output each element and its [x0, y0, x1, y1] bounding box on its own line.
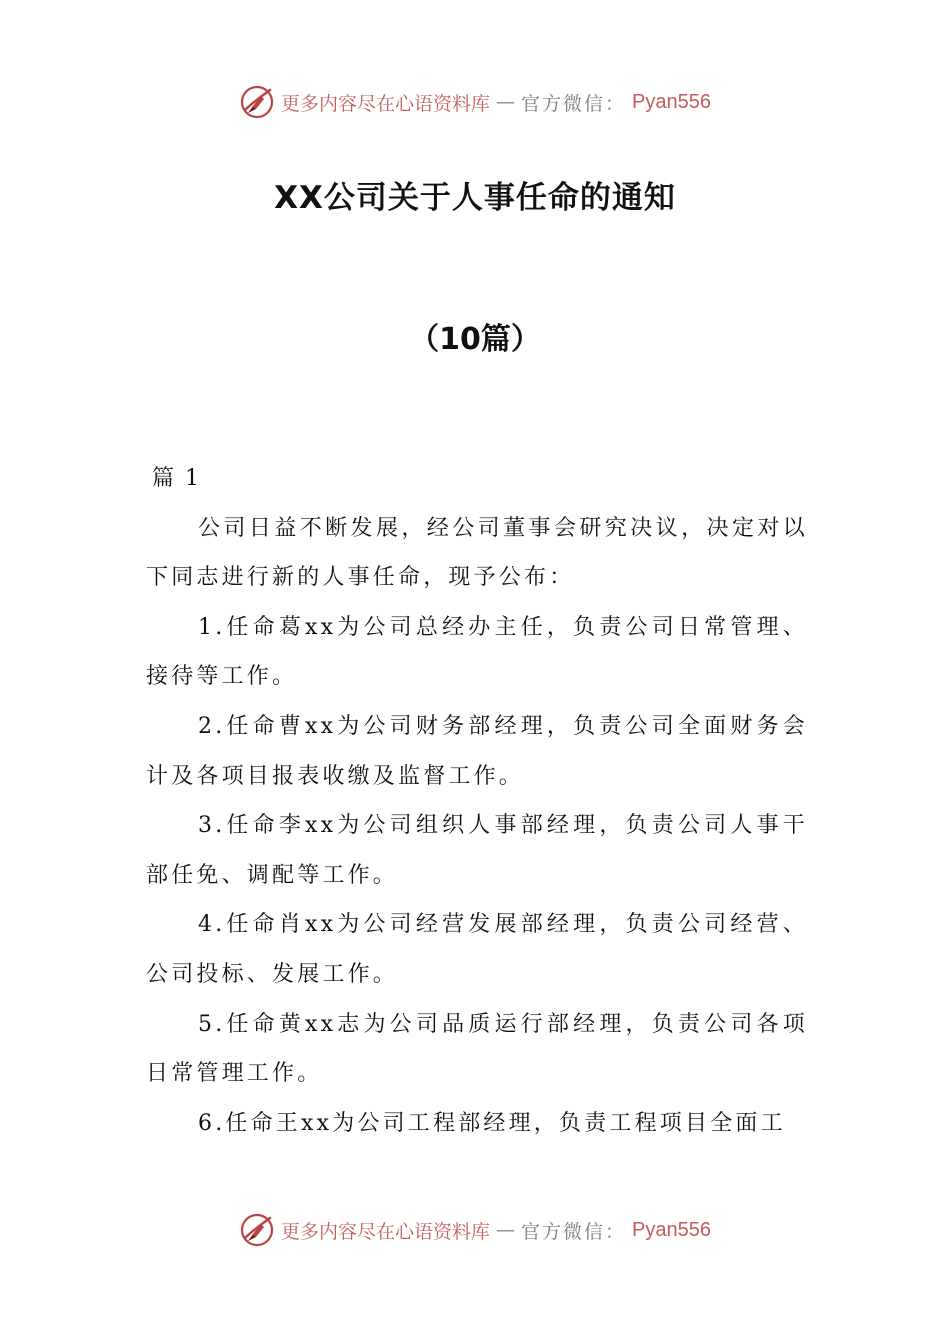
watermark-brand-text: 更多内容尽在心语资料库 — [281, 1220, 491, 1243]
paragraph-item-2: 2.任命曹xx为公司财务部经理，负责公司全面财务会计及各项目报表收缴及监督工作。 — [146, 713, 808, 789]
watermark-wechat-label: 官方微信： — [521, 92, 627, 115]
paragraph-item-1: 1.任命葛xx为公司总经办主任，负责公司日常管理、接待等工作。 — [146, 614, 808, 690]
document-body — [146, 454, 808, 1148]
paragraph-item-3: 3.任命李xx为公司组织人事部经理，负责公司人事干部任免、调配等工作。 — [146, 813, 808, 888]
document-title: XX公司关于人事任命的通知 — [274, 180, 676, 216]
paragraph-intro: 公司日益不断发展，经公司董事会研究决议，决定对以下同志进行新的人事任命，现予公布： — [146, 515, 808, 591]
paragraph-item-5: 5.任命黄xx志为公司品质运行部经理，负责公司各项日常管理工作。 — [146, 1011, 808, 1087]
watermark-separator: — — [496, 91, 516, 113]
watermark-wechat-id: Pyan556 — [632, 90, 711, 113]
watermark-separator: — — [496, 1219, 516, 1241]
section-label: 篇 1 — [152, 466, 201, 491]
document-subtitle: （10篇） — [409, 322, 541, 357]
pen-logo-icon — [239, 1212, 275, 1248]
pen-logo-icon — [239, 84, 275, 120]
watermark-wechat-label: 官方微信： — [521, 1220, 627, 1243]
paragraph-item-6: 6.任命王xx为公司工程部经理，负责工程项目全面工 — [198, 1110, 786, 1136]
header-watermark — [0, 82, 950, 122]
watermark-wechat-id: Pyan556 — [632, 1218, 711, 1241]
footer-watermark — [0, 1210, 950, 1250]
paragraph-item-4: 4.任命肖xx为公司经营发展部经理，负责公司经营、公司投标、发展工作。 — [146, 912, 808, 987]
watermark-brand-text: 更多内容尽在心语资料库 — [281, 92, 491, 115]
